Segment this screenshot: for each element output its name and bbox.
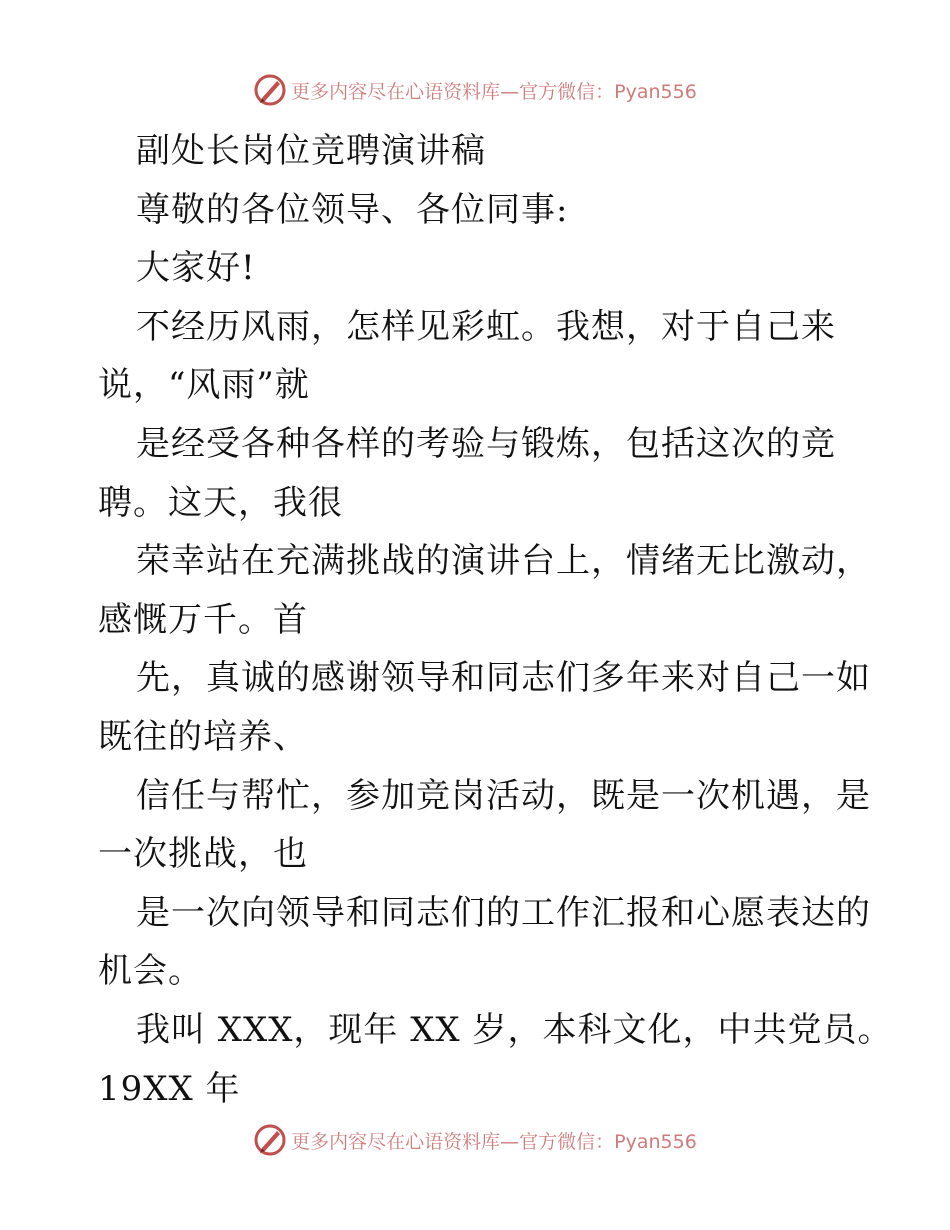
document-line: 一次挑战，也	[98, 834, 308, 875]
document-body	[98, 122, 893, 1118]
document-line: 感慨万千。首	[98, 599, 308, 640]
pen-circle-logo-icon	[253, 73, 287, 107]
document-line: 荣幸站在充满挑战的演讲台上，情绪无比激动，	[136, 541, 871, 582]
document-line: 19XX 年	[98, 1068, 241, 1109]
footer-banner	[0, 1122, 950, 1158]
footer-banner-text: 更多内容尽在心语资料库—官方微信：Pyan556	[291, 1130, 697, 1153]
document-line: 说，“风雨”就	[98, 365, 310, 406]
document-line: 我叫 XXX，现年 XX 岁，本科文化，中共党员。	[136, 1009, 893, 1050]
document-line: 是一次向领导和同志们的工作汇报和心愿表达的	[136, 892, 871, 933]
document-line: 先，真诚的感谢领导和同志们多年来对自己一如	[136, 658, 871, 699]
document-line: 信任与帮忙，参加竞岗活动，既是一次机遇，是	[136, 775, 871, 816]
document-line: 既往的培养、	[98, 716, 308, 757]
document-line: 不经历风雨，怎样见彩虹。我想，对于自己来	[136, 306, 836, 347]
pen-circle-logo-icon	[253, 1123, 287, 1157]
document-line: 是经受各种各样的考验与锻炼，包括这次的竞	[136, 423, 836, 464]
document-line: 机会。	[98, 951, 203, 992]
header-banner	[0, 72, 950, 108]
document-line: 聘。这天，我很	[98, 482, 343, 523]
document-line: 副处长岗位竞聘演讲稿	[136, 131, 486, 171]
document-line: 大家好!	[136, 248, 256, 289]
header-banner-text: 更多内容尽在心语资料库—官方微信：Pyan556	[291, 80, 697, 103]
document-line: 尊敬的各位领导、各位同事:	[136, 189, 569, 230]
